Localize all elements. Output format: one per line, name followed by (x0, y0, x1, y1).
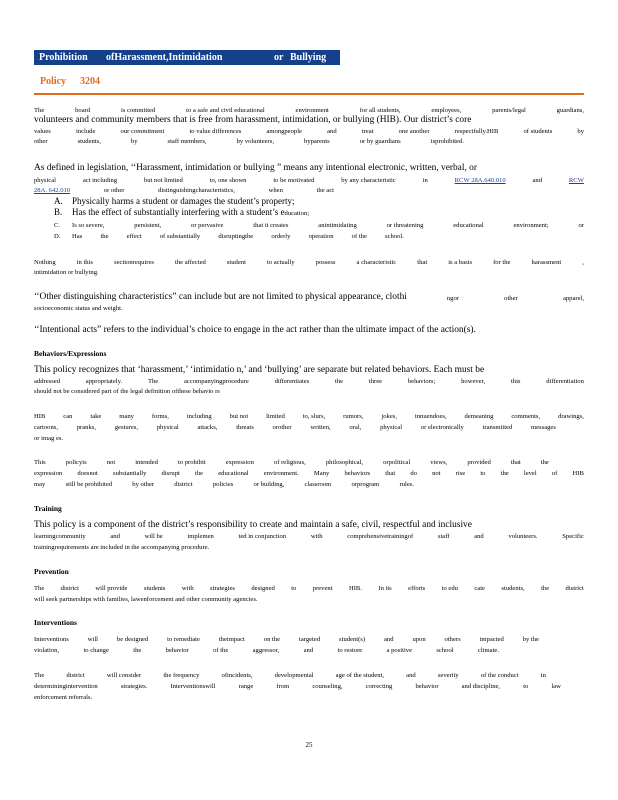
word: the affected (175, 259, 206, 266)
word: by any characteristic (341, 177, 396, 184)
word: that (417, 259, 428, 266)
word: to (291, 585, 297, 592)
word: the frequency (163, 672, 200, 679)
word: The (34, 585, 45, 592)
word: level (523, 470, 537, 477)
word: act including (82, 177, 118, 184)
word: attacks, (197, 424, 218, 431)
word: for the (493, 259, 511, 266)
word: will provide (95, 585, 128, 592)
word: to remediate (167, 636, 200, 643)
word: Interventions (34, 636, 69, 643)
word: cartoons, (34, 424, 58, 431)
word: operation (308, 233, 334, 240)
text-line (34, 635, 539, 645)
word: volunteers. (508, 533, 538, 540)
section-heading: Interventions (34, 618, 77, 627)
word: staff members, (167, 138, 207, 145)
policy-label: Policy (40, 76, 67, 87)
page-number: 25 (305, 741, 313, 749)
word: the act (316, 187, 334, 194)
word: with (310, 533, 323, 540)
word: not (432, 470, 441, 477)
word: distinguishingcharacteristics, (158, 187, 235, 194)
word: impacted (479, 636, 504, 643)
list-item (54, 208, 584, 218)
word: this (510, 378, 521, 385)
word: provided (467, 459, 491, 466)
text-line: enforcement referrals. (34, 694, 93, 701)
word: apparel, (562, 295, 584, 302)
word: expression (225, 459, 254, 466)
word: of religious, (273, 459, 306, 466)
word: and (110, 533, 120, 540)
word: , (582, 259, 584, 266)
word: cate (474, 585, 485, 592)
rcw-link[interactable]: 28A. 642.010 (34, 187, 71, 194)
policy-number-row (34, 73, 584, 95)
word: environment; (513, 222, 549, 229)
list-item (54, 221, 584, 230)
text-line: or imag es. (34, 435, 64, 442)
word: messages (531, 424, 556, 431)
word: harassment (531, 259, 562, 266)
word: that (385, 470, 396, 477)
title-word: Prohibition (39, 52, 88, 63)
text-line: volunteers and community members that is free from harassment, intimidation, or bullying (HIB). Our district’s core (34, 115, 472, 125)
word: to actually (266, 259, 295, 266)
word: environment. (263, 470, 299, 477)
word: and discipline, (461, 683, 501, 690)
word: comprehensivetrainingof (347, 533, 414, 540)
word: Has (72, 233, 83, 240)
word: or electronically (420, 424, 464, 431)
word: to restore (337, 647, 363, 654)
word: district (66, 672, 85, 679)
text-line: This policy recognizes that ‘harassment,’ ‘intimidatio n,’ and ‘bullying’ are separate but related behaviors. Each must be (34, 365, 485, 375)
word: policyis (65, 459, 87, 466)
word: climate. (477, 647, 499, 654)
word: to, one shown (209, 177, 247, 184)
word: staff (437, 533, 450, 540)
word: aggressor, (252, 647, 280, 654)
word: district (565, 585, 584, 592)
word: behavior (415, 683, 439, 690)
word: or other (103, 187, 125, 194)
word: in (540, 672, 546, 679)
word: Specific (562, 533, 584, 540)
text-line (34, 584, 584, 594)
word: still be prohibited (65, 481, 113, 488)
word: demeaning (464, 413, 494, 420)
word: or (578, 222, 584, 229)
word: forms, (151, 413, 169, 420)
section-heading: Prevention (34, 567, 69, 576)
word: a positive (386, 647, 413, 654)
word: designed (251, 585, 275, 592)
list-label: A. (54, 196, 63, 206)
word: orprogram (351, 481, 380, 488)
word: of (551, 470, 558, 477)
word: orpolitical (383, 459, 411, 466)
word: students, (77, 138, 101, 145)
word: HIB (572, 470, 584, 477)
word: for all students, (359, 107, 401, 114)
word: This (34, 459, 46, 466)
list-text: Has the effect of substantially interfering with a student’s e (72, 207, 285, 217)
word: and (474, 533, 484, 540)
word: byparents (304, 138, 330, 145)
word: anintimidating (318, 222, 357, 229)
text-line: ‘‘Intentional acts” refers to the individual’s choice to engage in the act rather than the ultimate impact of the action(s). (34, 325, 476, 335)
word: and (532, 177, 543, 184)
word: effect (126, 233, 142, 240)
word: board (75, 107, 91, 114)
word: one another (398, 128, 430, 135)
word: by other (132, 481, 155, 488)
title-word: or (274, 52, 284, 63)
title-word: Bullying (290, 52, 327, 63)
word: gestures, (114, 424, 138, 431)
word: ngor (446, 295, 459, 302)
word: physical (34, 177, 56, 184)
word: including (186, 413, 212, 420)
word: correcting (365, 683, 393, 690)
word: is committed (121, 107, 156, 114)
word: The (34, 672, 45, 679)
word: classroom (304, 481, 332, 488)
word: limited (266, 413, 285, 420)
word: of students (523, 128, 553, 135)
word: isprohibited. (430, 138, 464, 145)
text-line (34, 176, 584, 186)
word: will be (144, 533, 163, 540)
word: environment (295, 107, 329, 114)
section-heading: Behaviors/Expressions (34, 349, 107, 358)
word: parents/legal (492, 107, 526, 114)
word: to, slurs, (302, 413, 326, 420)
word: to value differences (189, 128, 242, 135)
word: transmitted (482, 424, 513, 431)
text-segment: ‘‘Other distinguishing characteristics” can include but are not limited to physical appearance, clothi (34, 292, 407, 302)
word: comments, (511, 413, 541, 420)
word: or threatening (386, 222, 424, 229)
word: other (504, 295, 518, 302)
word: behaviors (344, 470, 371, 477)
word: the (540, 459, 549, 466)
text-line: As defined in legislation, ‘‘Harassment, intimidation or bullying ” means any intentional electronic, written, verbal, or (34, 163, 477, 173)
title-word: ofHarassment,Intimidation (106, 52, 223, 63)
word: physical (380, 424, 403, 431)
word: disrupt (161, 470, 180, 477)
list-text (72, 232, 404, 241)
word: respectfully.HIB (454, 128, 499, 135)
word: or by guardians (359, 138, 401, 145)
text-line (34, 458, 549, 468)
word: persistent, (134, 222, 162, 229)
word: by volunteers, (236, 138, 274, 145)
word: not (106, 459, 116, 466)
word: behaviors; (407, 378, 436, 385)
word: accompanyingprocedure (183, 378, 249, 385)
word: disruptingthe (218, 233, 254, 240)
word: students, (501, 585, 525, 592)
text-line: will seek partnerships with families, lawenforcement and other community agencies. (34, 596, 258, 603)
word: to prohibit (177, 459, 206, 466)
word: amongpeople (266, 128, 302, 135)
word: violation, (34, 647, 60, 654)
word: strategies. (120, 683, 148, 690)
word: in this (76, 259, 93, 266)
text-line (34, 412, 584, 422)
text-line (34, 186, 334, 196)
word: and (303, 647, 314, 654)
word: Many (313, 470, 330, 477)
policy-title-bar (34, 50, 340, 65)
word: substantially (113, 470, 147, 477)
word: threats (236, 424, 254, 431)
word: Is so severe, (72, 222, 105, 229)
word: and (327, 128, 337, 135)
word: sectionrequires (114, 259, 154, 266)
text-line (34, 258, 584, 268)
word: The (147, 378, 159, 385)
word: implemen (187, 533, 214, 540)
word: HIB. (348, 585, 362, 592)
word: student(s) (339, 636, 366, 643)
text-line (34, 127, 584, 137)
word: or pervasive (191, 222, 224, 229)
word: by the (522, 636, 539, 643)
word: other (34, 138, 48, 145)
word: expression (34, 470, 63, 477)
word: the (195, 470, 204, 477)
list-text: ducation; (284, 210, 310, 217)
word: educational (218, 470, 249, 477)
word: strategies (210, 585, 235, 592)
word: will (87, 636, 98, 643)
word: orderly (271, 233, 291, 240)
text-line: intimidation or bullying. (34, 269, 99, 276)
text-line (34, 292, 584, 304)
word: the (335, 378, 344, 385)
word: be designed (116, 636, 149, 643)
word: district (60, 585, 79, 592)
word: that it creates (253, 222, 289, 229)
section-heading: Training (34, 504, 62, 513)
word: range (238, 683, 254, 690)
text-line (34, 137, 464, 147)
list-label: D. (54, 233, 61, 240)
list-text: Physically harms a student or damages the student’s property; (72, 196, 295, 206)
text-line: trainingrequirements are included in the accompanying procedure. (34, 544, 210, 551)
word: the (500, 470, 509, 477)
word: of substantially (159, 233, 201, 240)
word: treat (361, 128, 374, 135)
word: jokes, (381, 413, 397, 420)
word: school (436, 647, 454, 654)
text-segment (447, 292, 584, 304)
text-line (34, 469, 584, 479)
word: that (510, 459, 521, 466)
word: of the (213, 647, 229, 654)
word: employees, (431, 107, 462, 114)
rcw-link[interactable]: RCW 28A.640.010 (454, 177, 506, 184)
text-line (34, 532, 584, 542)
text-line (34, 423, 556, 433)
list-text (72, 221, 584, 230)
text-line (34, 646, 499, 656)
word: students (143, 585, 166, 592)
word: theimpact (218, 636, 245, 643)
word: educational (453, 222, 484, 229)
word: to be motivated (273, 177, 315, 184)
word: values (34, 128, 51, 135)
word: orother (272, 424, 292, 431)
word: pranks, (76, 424, 96, 431)
word: innuendoes, (414, 413, 447, 420)
word: rumors, (343, 413, 364, 420)
word: the (100, 233, 109, 240)
word: views, (430, 459, 448, 466)
word: by (577, 128, 584, 135)
word: district (174, 481, 193, 488)
word: when (268, 187, 283, 194)
word: behavior (165, 647, 189, 654)
word: school. (385, 233, 404, 240)
rcw-link[interactable]: RCW (568, 177, 584, 184)
list-item (54, 232, 404, 241)
word: Nothing (34, 259, 56, 266)
word: of the conduct (480, 672, 519, 679)
word: to edu (441, 585, 458, 592)
word: to (480, 470, 486, 477)
word: however, (461, 378, 486, 385)
list-item (54, 197, 584, 206)
word: others (444, 636, 461, 643)
word: the (133, 647, 142, 654)
word: three (368, 378, 383, 385)
word: our commitment (120, 128, 165, 135)
word: law (551, 683, 561, 690)
word: The (34, 107, 45, 114)
word: possess (315, 259, 336, 266)
word: differentiates (274, 378, 310, 385)
word: upon (412, 636, 426, 643)
word: prevent (312, 585, 333, 592)
word: oral, (349, 424, 362, 431)
word: but not (229, 413, 249, 420)
word: to a safe and civil educational (186, 107, 265, 114)
word: counseling, (312, 683, 343, 690)
word: learningcommunity (34, 533, 86, 540)
word: many (119, 413, 134, 420)
word: severity (437, 672, 459, 679)
word: HIB (34, 413, 46, 420)
text-line (34, 377, 584, 387)
word: to change (83, 647, 109, 654)
text-line (34, 480, 414, 490)
word: will consider (106, 672, 142, 679)
word: differentiation (546, 378, 584, 385)
word: of the (351, 233, 367, 240)
word: policies (212, 481, 234, 488)
word: appropriately. (85, 378, 123, 385)
word: is a basis (448, 259, 473, 266)
word: a characteristic (356, 259, 397, 266)
word: rise (455, 470, 466, 477)
text-line (34, 682, 561, 692)
word: with (181, 585, 194, 592)
word: or building, (253, 481, 285, 488)
word: from (276, 683, 290, 690)
text-line: This policy is a component of the district’s responsibility to create and maintain a safe, civil, respectful and inclusive (34, 520, 472, 530)
word: include (75, 128, 96, 135)
word: may (34, 481, 46, 488)
word: in (422, 177, 428, 184)
word: Interventionswill (170, 683, 216, 690)
word: targeted (299, 636, 321, 643)
word: drawings, (558, 413, 584, 420)
word: student (226, 259, 246, 266)
text-line (34, 671, 546, 681)
word: to (523, 683, 529, 690)
word: determiningintervention (34, 683, 98, 690)
word: but not limited (143, 177, 183, 184)
word: addressed (34, 378, 60, 385)
word: developmental (274, 672, 314, 679)
word: can (63, 413, 73, 420)
word: ofincidents, (221, 672, 253, 679)
word: written, (310, 424, 331, 431)
word: guardians, (556, 107, 584, 114)
word: efforts (408, 585, 426, 592)
word: rules. (399, 481, 414, 488)
text-line: should not be considered part of the legal definition ofthese behavio rs (34, 388, 220, 395)
list-label: C. (54, 222, 61, 229)
word: by (130, 138, 138, 145)
word: and (383, 636, 394, 643)
word: philosophical, (325, 459, 364, 466)
word: do (410, 470, 417, 477)
word: physical (156, 424, 179, 431)
word: the (541, 585, 550, 592)
word: age of the student, (335, 672, 384, 679)
word: intended (135, 459, 158, 466)
word: on the (263, 636, 281, 643)
policy-number: 3204 (80, 76, 100, 87)
word: and (406, 672, 416, 679)
word: take (90, 413, 102, 420)
word: In its (378, 585, 392, 592)
list-label: B. (54, 207, 63, 217)
word: doesnot (77, 470, 98, 477)
word: ted in conjunction (238, 533, 287, 540)
text-line: socioeconomic status and weight. (34, 305, 123, 312)
